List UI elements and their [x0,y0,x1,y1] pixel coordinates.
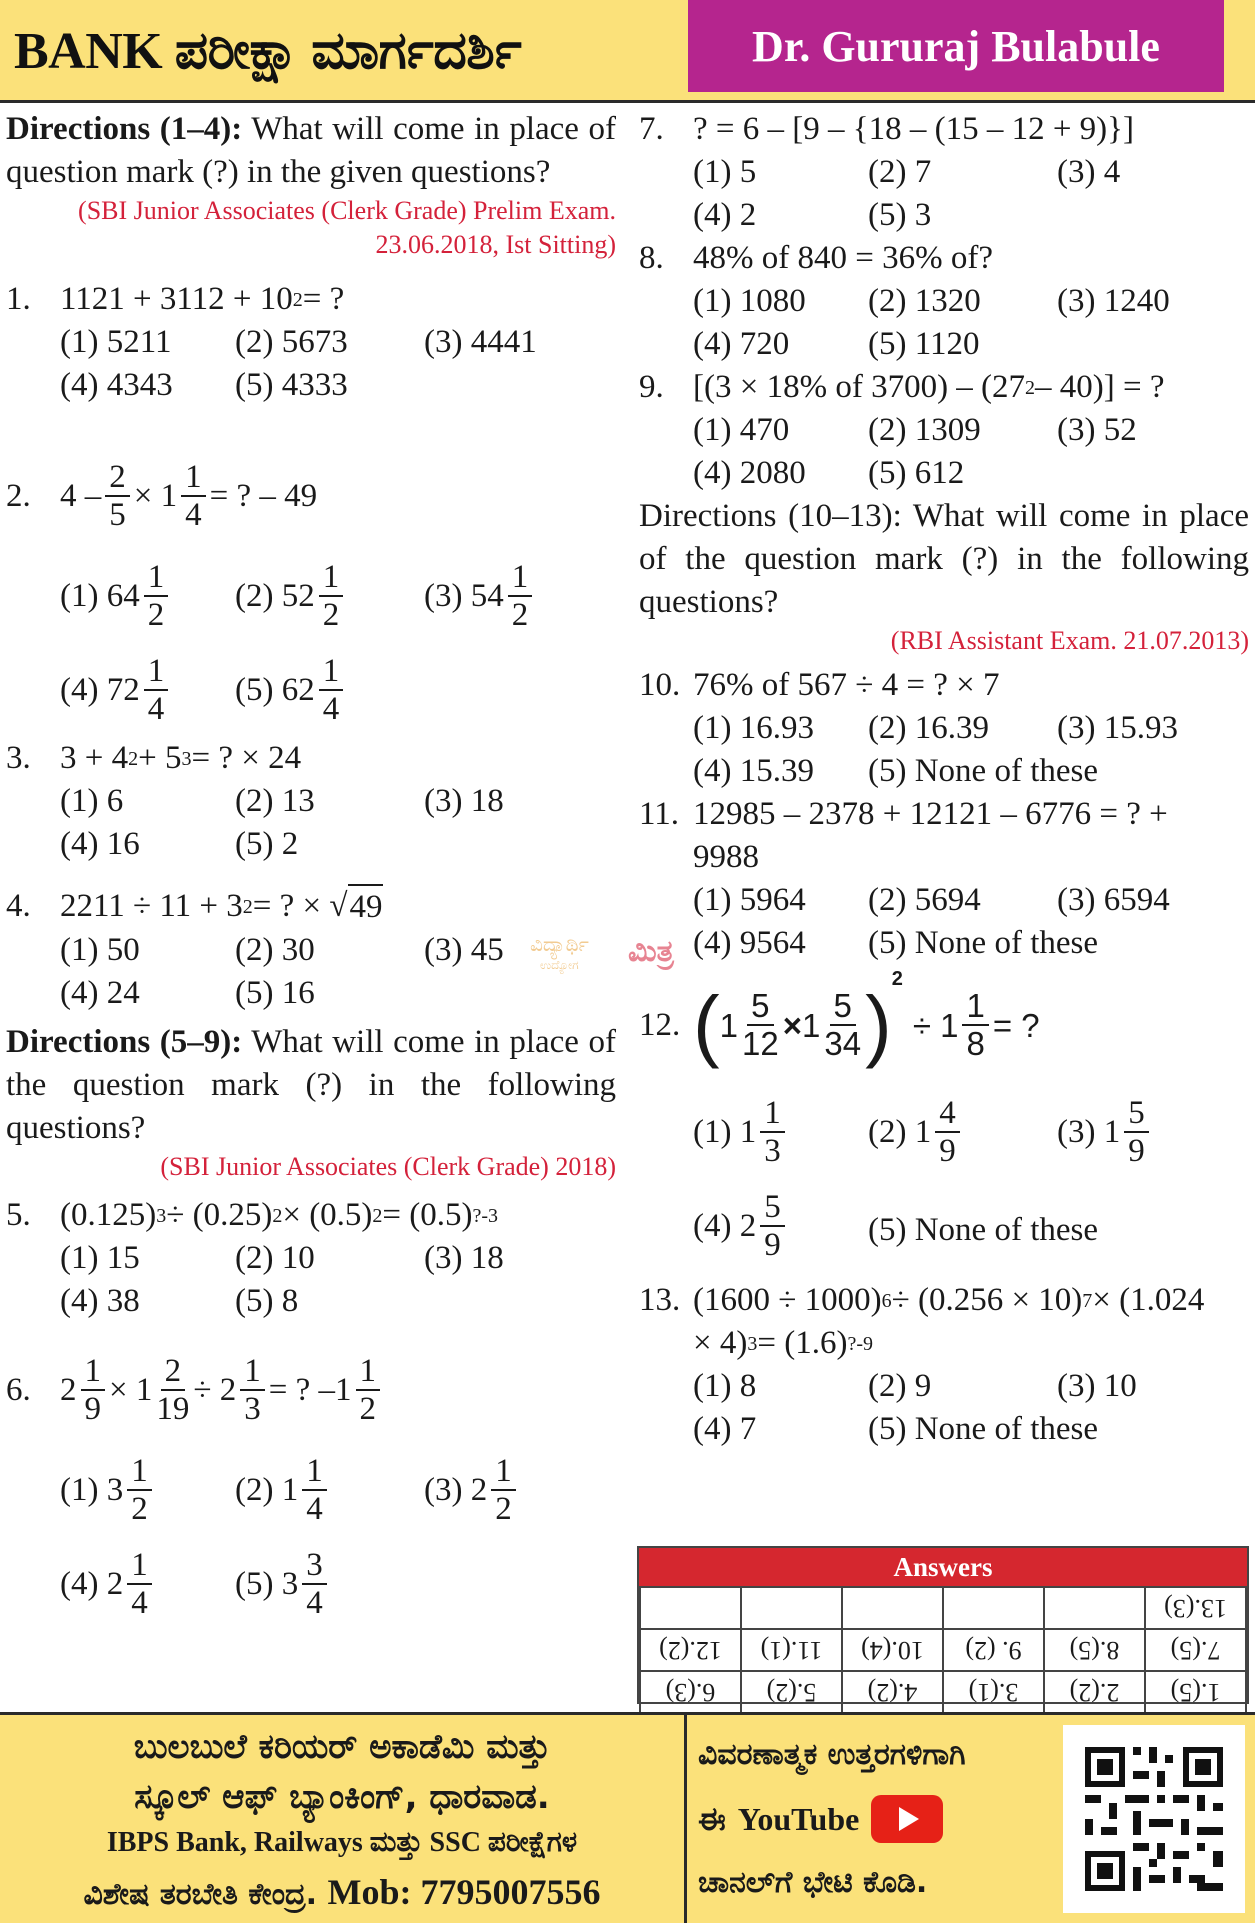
page-title: BANK ಪರೀಕ್ಷಾ ಮಾರ್ಗದರ್ಶಿ [14,23,522,80]
question-5: 5. (0.125) 3 ÷ (0.25) 2 × (0.5) 2 = (0.5) ?-3 (1) 15 (2) 10 (3) 18 (4) 38 (5) 8 [6,1194,616,1323]
header-banner [0,0,1255,103]
source-line: (SBI Junior Associates (Clerk Grade) Prelim Exam. [78,196,616,225]
footer-banner [0,1712,1255,1923]
table-row [640,1671,1246,1713]
option: (4) 15.39 [693,753,814,789]
option: (3) 52 [1057,412,1137,448]
option: (4) 16 [60,826,140,862]
option: (3) 18 [424,1240,504,1276]
answer-cell: 11.(1) [741,1629,842,1671]
answer-cell: 4.(2) [842,1671,943,1713]
answer-cell: 13.(3) [1145,1587,1246,1629]
option: (5) 16 [235,975,315,1011]
option: (4) 2080 [693,455,806,491]
directions-5-9: Directions (5–9): What will come in place of the question mark (?) in the following questions? [6,1024,617,1146]
answers-table [637,1546,1249,1707]
option: (1) 15 [60,1240,140,1276]
option: (3) 45 [424,932,504,968]
option: (5) None of these [868,1411,1099,1447]
option: (4) 38 [60,1283,140,1319]
option: (1) 5211 [60,324,172,360]
option: (4) 2 [693,197,757,233]
option: (2) 13 [235,783,315,819]
author-name: Dr. Gururaj Bulabule [688,0,1224,92]
option: (1) 6 [60,783,124,819]
qr-code-graphic [1063,1725,1245,1913]
answer-cell: 5.(2) [741,1671,842,1713]
option: (2) 30 [235,932,315,968]
answer-cell: 10.(4) [842,1629,943,1671]
option: (5) 8 [235,1283,299,1319]
option: (5) 3 $\frac{3}{4}$ [235,1547,331,1621]
answer-cell: 9. (2) [943,1629,1044,1671]
option: (5) None of these [868,753,1099,789]
option: (3) 1240 [1057,283,1170,319]
option: (3) 2 $\frac{1}{2}$ [424,1453,520,1527]
option: (4) 9564 [693,925,806,961]
option: (1) 1 $\frac{1}{3}$ [693,1095,789,1169]
mobile-number: Mob: 7795007556 [327,1872,601,1912]
academy-info: ಬುಲಬುಲೆ ಕರಿಯರ್ ಅಕಾಡೆಮಿ ಮತ್ತು ಸ್ಕೂಲ್ ಆಫ್ ಬ್ಯಾಂಕಿಂಗ್, ಧಾರವಾಡ. IBPS Bank, Railways ಮತ್ತು SSC ಪರೀಕ್ಷೆಗಳ ವಿಶೇಷ ತರಬೇತಿ ಕೇಂದ್ರ. Mob: 7795007556 [83,1727,601,1912]
option: (1) 3 $\frac{1}{2}$ [60,1453,156,1527]
option: (3) 15.93 [1057,710,1178,746]
option: (5) 62 $\frac{1}{4}$ [235,653,347,727]
answer-cell: 1.(5) [1145,1671,1246,1713]
option: (3) 1 $\frac{5}{9}$ [1057,1095,1153,1169]
option: (5) 4333 [235,367,348,403]
answer-cell: 8.(5) [1044,1629,1145,1671]
table-row [640,1587,1246,1629]
option: (2) 1320 [868,283,981,319]
answer-cell: 7.(5) [1145,1629,1246,1671]
option: (2) 1 $\frac{4}{9}$ [868,1095,964,1169]
option: (1) 50 [60,932,140,968]
option: (4) 720 [693,326,790,362]
directions-10-13: Directions (10–13): What will come in place of the question mark (?) in the following questions? [639,498,1249,620]
question-10: 10. 76% of 567 ÷ 4 = ? × 7 (1) 16.93 (2) 16.39 (3) 15.93 (4) 15.39 (5) None of these [639,664,1249,793]
question-9: 9. [(3 × 18% of 3700) – (27 2 – 40)] = ? (1) 470 (2) 1309 (3) 52 (4) 2080 (5) 612 [639,366,1249,495]
option: (4) 2 $\frac{1}{4}$ [60,1547,156,1621]
option: (5) 1120 [868,326,980,362]
question-8: 8. 48% of 840 = 36% of? (1) 1080 (2) 1320 (3) 1240 (4) 720 (5) 1120 [639,237,1249,366]
answers-title: Answers [639,1548,1247,1586]
option: (2) 52 $\frac{1}{2}$ [235,559,347,633]
option: (5) None of these [868,925,1099,961]
question-7: 7. ? = 6 – [9 – {18 – (15 – 12 + 9)}] (1) 5 (2) 7 (3) 4 (4) 2 (5) 3 [639,108,1249,237]
option: (2) 5694 [868,882,981,918]
source-line: (RBI Assistant Exam. 21.07.2013) [890,626,1249,655]
option: (4) 4343 [60,367,173,403]
directions-1-4: Directions (1–4): What will come in place of question mark (?) in the given questions? [6,111,617,190]
divider [684,1715,687,1923]
question-1: 1. 1121 + 3112 + 10 2 = ? (1) 5211 (2) 5673 (3) 4441 (4) 4343 (5) 4333 [6,278,616,407]
source-line: 23.06.2018, Ist Sitting) [375,230,616,259]
option: (3) 4441 [424,324,537,360]
qr-code-icon[interactable] [1063,1725,1245,1913]
option: (3) 54 $\frac{1}{2}$ [424,559,536,633]
left-column [6,108,616,1637]
option: (4) 24 [60,975,140,1011]
option: (5) None of these [868,1212,1099,1248]
question-12: 12. ( 1 $\frac{5}{12}$ × 1 $\frac{5}{34}$ ) 2 ÷ 1 $\frac{1}{8}$ = ? (1) 1 $\frac{1}{3}$ (2) 1 $\frac{4}{9}$ (3) 1 $\frac{5}{9}$ (4) 2 $\frac{5}{9}$ (5) None of these [639,975,1249,1279]
answer-cell: 12.(2) [640,1629,741,1671]
question-4: 4. 2211 ÷ 11 + 3 2 = ? × √ 49 (1) 50 (2) 30 (3) 45 (4) 24 (5) 16 [6,884,616,1015]
option: (2) 10 [235,1240,315,1276]
option: (3) 4 [1057,154,1121,190]
table-row [640,1629,1246,1671]
option: (3) 18 [424,783,504,819]
option: (1) 5964 [693,882,806,918]
option: (4) 72 $\frac{1}{4}$ [60,653,172,727]
option: (1) 16.93 [693,710,814,746]
option: (5) 2 [235,826,299,862]
option: (5) 3 [868,197,932,233]
option: (1) 8 [693,1368,757,1404]
option: (2) 16.39 [868,710,989,746]
youtube-info: ವಿವರಣಾತ್ಮಕ ಉತ್ತರಗಳಿಗಾಗಿ ಈ YouTube ಚಾನಲ್‌ಗೆ ಭೇಟಿ ಕೊಡಿ. [698,1737,966,1900]
answer-cell: 2.(2) [1044,1671,1145,1713]
option: (2) 7 [868,154,932,190]
option: (4) 2 $\frac{5}{9}$ [693,1189,789,1263]
answer-cell: 6.(3) [640,1671,741,1713]
option: (5) 612 [868,455,965,491]
option: (1) 470 [693,412,790,448]
youtube-play-icon[interactable] [871,1795,943,1843]
option: (2) 5673 [235,324,348,360]
right-column [639,108,1249,1451]
option: (2) 9 [868,1368,932,1404]
option: (4) 7 [693,1411,757,1447]
question-11: 11. 12985 – 2378 + 12121 – 6776 = ? + 9988 (1) 5964 (2) 5694 (3) 6594 (4) 9564 (5) None of these [639,793,1249,965]
option: (2) 1309 [868,412,981,448]
watermark-logo: ವಿದ್ಯಾರ್ಥಿ ಉದ್ಯೋಗ ಮಿತ್ರ [530,932,674,972]
option: (2) 1 $\frac{1}{4}$ [235,1453,331,1527]
question-6: 6. 2 $\frac{1}{9}$ × 1 $\frac{2}{19}$ ÷ 2 $\frac{1}{3}$ = ? –1 $\frac{1}{2}$ (1) 3 $\frac{1}{2}$ (2) 1 $\frac{1}{4}$ (3) 2 $\frac{1}{2}$ (4) 2 $\frac{1}{4}$ (5) 3 $\frac{3}{4}$ [6,1347,616,1637]
option: (1) 5 [693,154,757,190]
option: (3) 6594 [1057,882,1170,918]
question-3: 3. 3 + 4 2 + 5 3 = ? × 24 (1) 6 (2) 13 (3) 18 (4) 16 (5) 2 [6,737,616,866]
option: (1) 64 $\frac{1}{2}$ [60,559,172,633]
question-2: 2. 4 – $\frac{2}{5}$ × 1 $\frac{1}{4}$ = ? – 49 (1) 64 $\frac{1}{2}$ (2) 52 $\frac{1}{2}$ (3) 54 $\frac{1}{2}$ (4) 72 $\frac{1}{4}$ (5) 62 $\frac{1}{4}$ [6,453,616,743]
answer-cell: 3.(1) [943,1671,1044,1713]
option: (3) 10 [1057,1368,1137,1404]
source-line: (SBI Junior Associates (Clerk Grade) 2018) [160,1152,616,1181]
option: (1) 1080 [693,283,806,319]
question-13: 13. (1600 ÷ 1000) 6 ÷ (0.256 × 10) 7 × (1.024 × 4) 3 = (1.6) ?-9 (1) 8 (2) 9 (3) 10 (4) 7 (5) None of these [639,1279,1249,1451]
